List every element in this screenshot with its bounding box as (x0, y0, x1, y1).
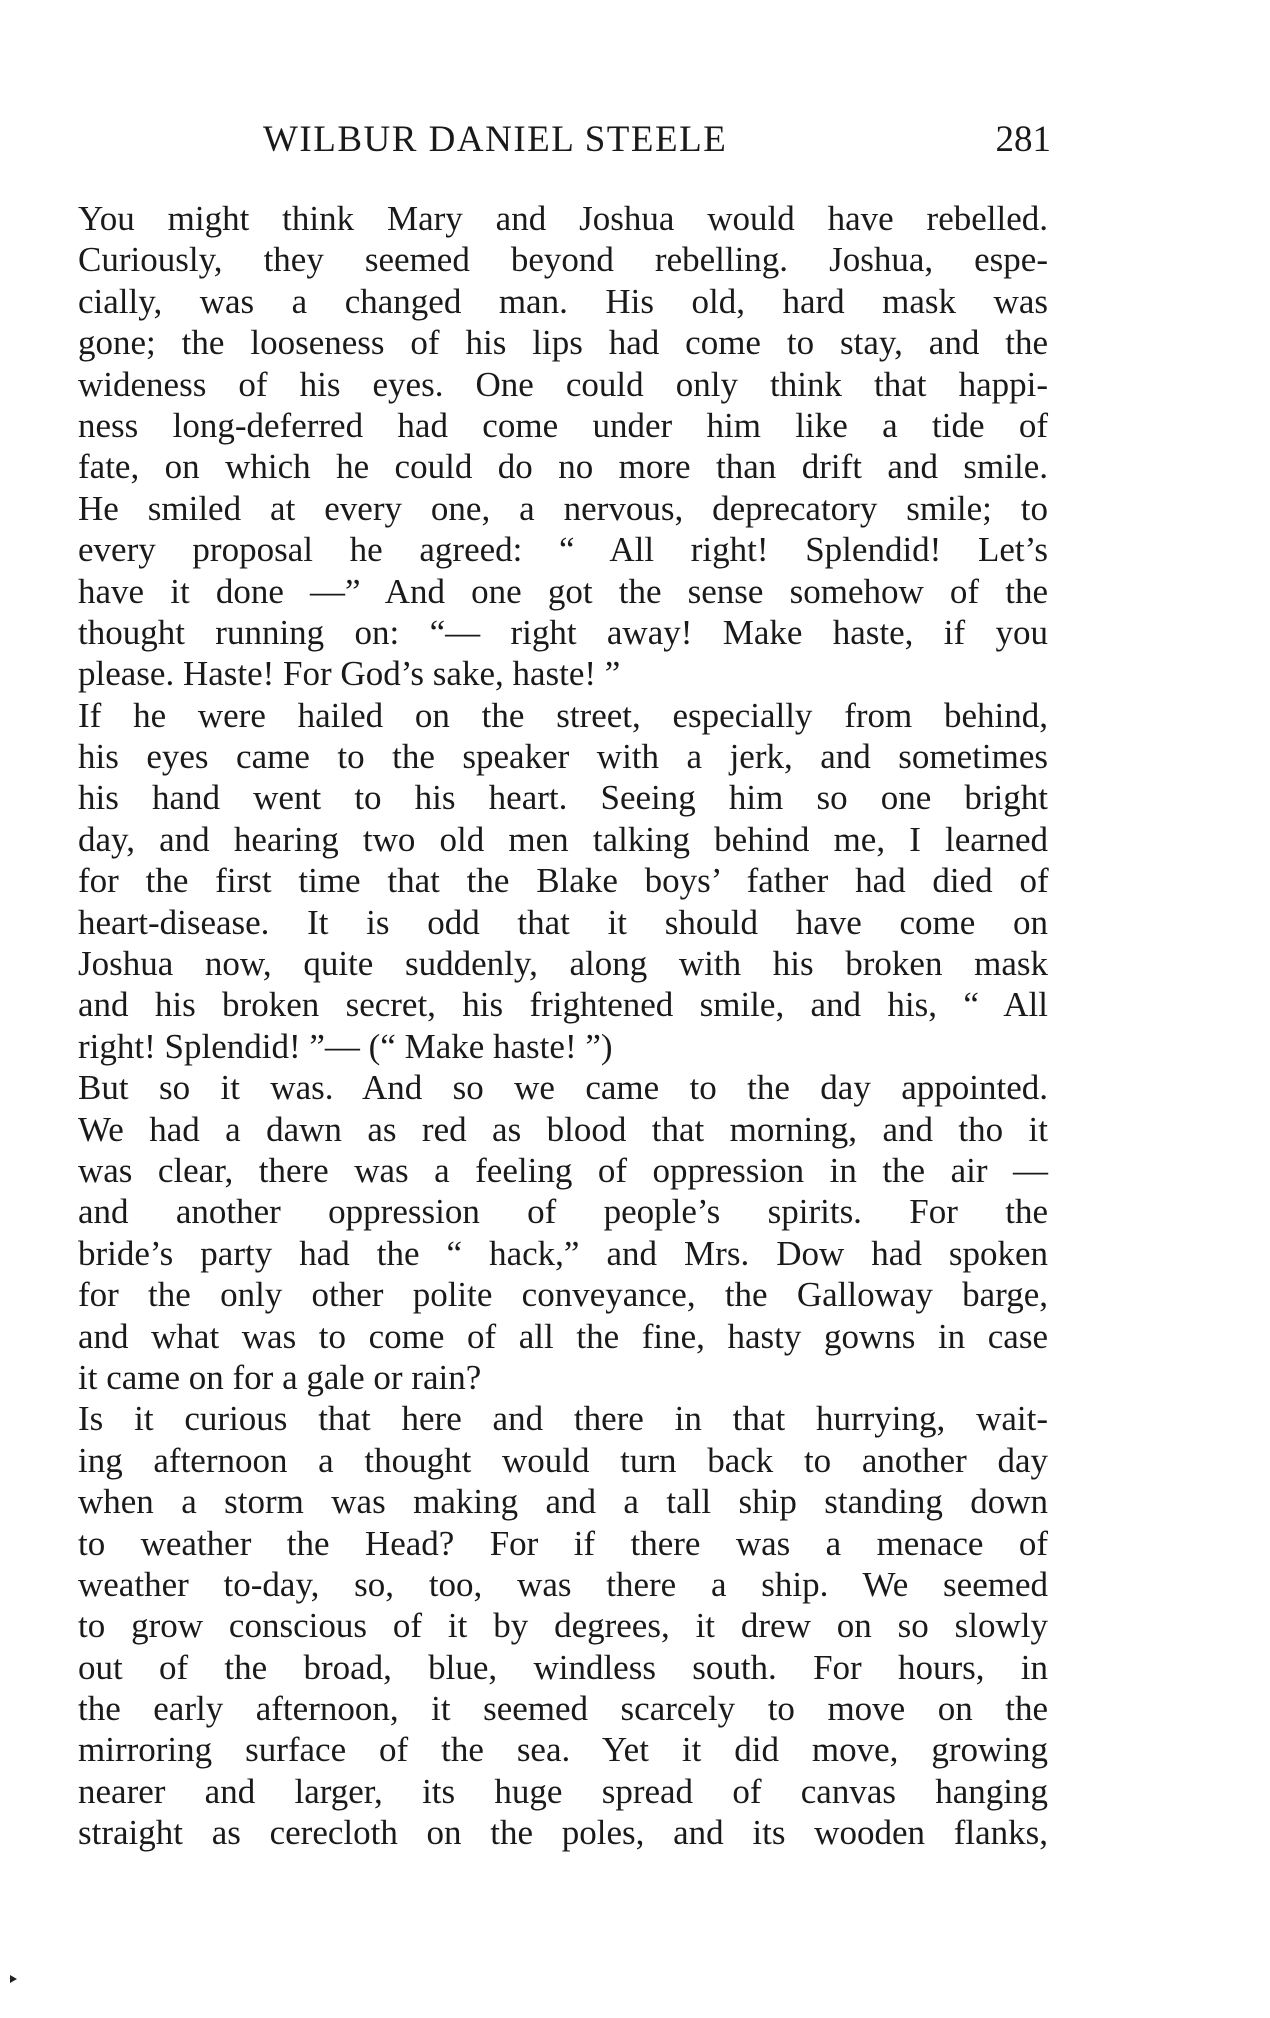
text-line: and another oppression of people’s spirits. For the (78, 1192, 1048, 1232)
page-number: 281 (995, 119, 1051, 160)
text-line: to grow conscious of it by degrees, it drew on so slowly (78, 1606, 1048, 1646)
text-line: for the only other polite conveyance, the Galloway barge, (78, 1275, 1048, 1315)
text-line: ing afternoon a thought would turn back to another day (78, 1440, 1048, 1480)
text-line: out of the broad, blue, windless south. For hours, in (78, 1647, 1048, 1687)
text-line: day, and hearing two old men talking behind me, I learned (78, 819, 1048, 859)
text-line: please. Haste! For God’s sake, haste! ” (78, 654, 621, 694)
body-text (78, 198, 1048, 1854)
text-line: Curiously, they seemed beyond rebelling. Joshua, espe- (78, 240, 1048, 280)
text-line: Joshua now, quite suddenly, along with his broken mask (78, 944, 1048, 984)
text-line: his hand went to his heart. Seeing him so one bright (78, 778, 1048, 818)
running-head (263, 118, 1051, 164)
text-line: gone; the looseness of his lips had come to stay, and the (78, 323, 1048, 363)
text-line: right! Splendid! ”— (“ Make haste! ”) (78, 1026, 613, 1066)
text-line: have it done —” And one got the sense somehow of the (78, 571, 1048, 611)
text-line: We had a dawn as red as blood that morning, and tho it (78, 1109, 1048, 1149)
text-line: He smiled at every one, a nervous, deprecatory smile; to (78, 488, 1048, 528)
text-line: cially, was a changed man. His old, hard mask was (78, 281, 1048, 321)
text-line: bride’s party had the “ hack,” and Mrs. Dow had spoken (78, 1233, 1048, 1273)
text-line: weather to-day, so, too, was there a ship. We seemed (78, 1564, 1048, 1604)
text-line: wideness of his eyes. One could only think that happi- (78, 364, 1048, 404)
text-line: every proposal he agreed: “ All right! Splendid! Let’s (78, 530, 1048, 570)
text-line: his eyes came to the speaker with a jerk, and sometimes (78, 737, 1048, 777)
text-line: fate, on which he could do no more than drift and smile. (78, 447, 1048, 487)
text-line: mirroring surface of the sea. Yet it did move, growing (78, 1730, 1048, 1770)
text-line: was clear, there was a feeling of oppression in the air — (78, 1150, 1048, 1190)
text-line: Is it curious that here and there in that hurrying, wait- (78, 1399, 1048, 1439)
text-line: nearer and larger, its huge spread of canvas hanging (78, 1771, 1048, 1811)
running-title: WILBUR DANIEL STEELE (263, 119, 728, 160)
text-line: If he were hailed on the street, especially from behind, (78, 695, 1048, 735)
text-line: for the first time that the Blake boys’ father had died of (78, 861, 1048, 901)
scan-mark-icon (10, 1975, 17, 1983)
text-line: when a storm was making and a tall ship standing down (78, 1482, 1048, 1522)
text-line: But so it was. And so we came to the day appointed. (78, 1068, 1048, 1108)
text-line: ness long-deferred had come under him like a tide of (78, 405, 1048, 445)
text-line: heart-disease. It is odd that it should have come on (78, 902, 1048, 942)
text-line: to weather the Head? For if there was a menace of (78, 1523, 1048, 1563)
text-line: straight as cerecloth on the poles, and its wooden flanks, (78, 1813, 1048, 1853)
text-line: and what was to come of all the fine, hasty gowns in case (78, 1316, 1048, 1356)
text-line: and his broken secret, his frightened smile, and his, “ All (78, 985, 1048, 1025)
text-line: You might think Mary and Joshua would have rebelled. (78, 199, 1048, 238)
text-line: thought running on: “— right away! Make haste, if you (78, 612, 1048, 652)
text-line: the early afternoon, it seemed scarcely to move on the (78, 1689, 1048, 1729)
text-line: it came on for a gale or rain? (78, 1357, 482, 1397)
